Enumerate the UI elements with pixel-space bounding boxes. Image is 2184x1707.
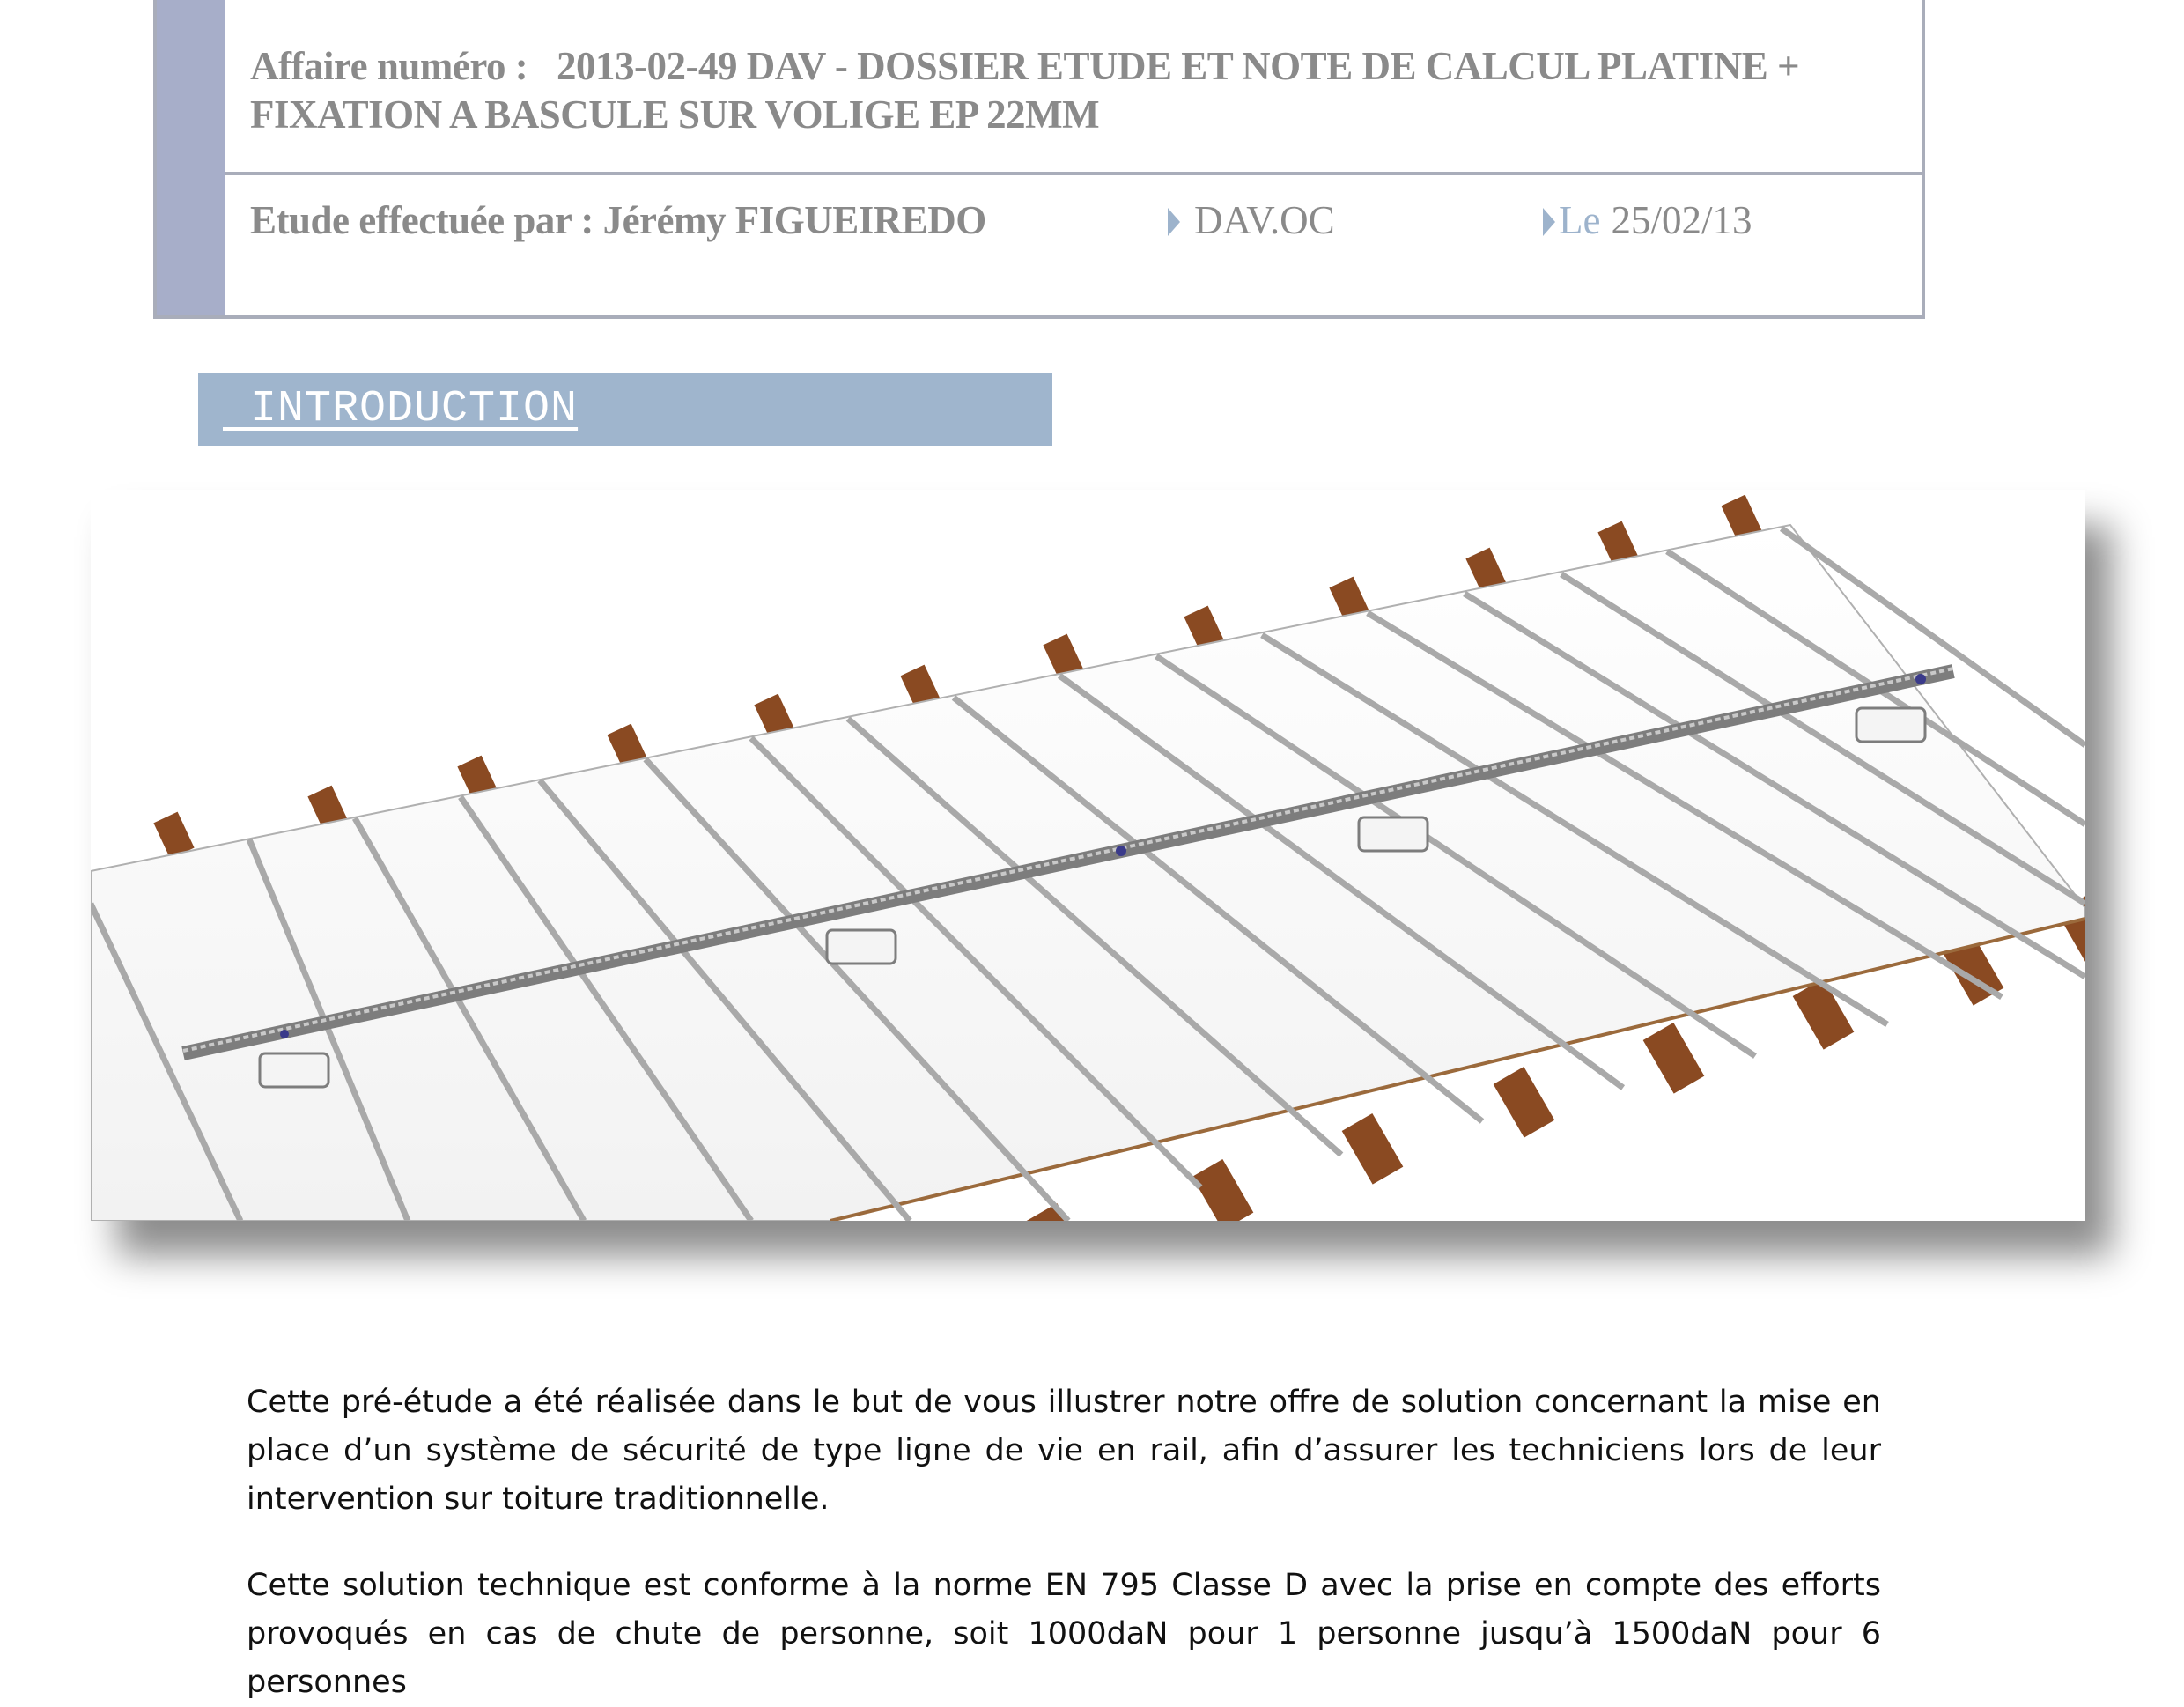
intro-paragraph-1: Cette pré-étude a été réalisée dans le but de vous illustrer notre offre de solution concernant la mise en place d’un système de sécurité de type ligne de vie en rail, afin d’assurer les techniciens lors de leur intervention sur toiture traditionnelle. bbox=[247, 1385, 1881, 1517]
date-value: 25/02/13 bbox=[1611, 198, 1752, 242]
date-item bbox=[1543, 197, 1752, 243]
study-author bbox=[250, 197, 986, 243]
triangle-bullet-icon bbox=[1168, 208, 1180, 236]
affaire-value: 2013-02-49 DAV - DOSSIER ETUDE ET NOTE DE CALCUL PLATINE + FIXATION A BASCULE SUR VOLIGE EP 22MM bbox=[250, 44, 1800, 137]
header-meta-row bbox=[250, 197, 1922, 259]
reference-item bbox=[1168, 197, 1335, 243]
study-author-name: Jérémy FIGUEIREDO bbox=[602, 198, 986, 242]
reference-code: DAV.OC bbox=[1194, 198, 1335, 242]
section-heading-bar bbox=[198, 373, 1052, 446]
date-prefix: Le bbox=[1559, 198, 1601, 242]
section-title: INTRODUCTION bbox=[223, 384, 579, 434]
header-accent-bar bbox=[157, 0, 225, 315]
roof-illustration bbox=[91, 490, 2085, 1221]
triangle-bullet-icon bbox=[1543, 208, 1555, 236]
header-divider bbox=[225, 172, 1922, 175]
affaire-label: Affaire numéro : bbox=[250, 44, 528, 88]
roof-lifeline-render bbox=[91, 490, 2085, 1221]
affaire-title bbox=[250, 42, 1906, 139]
study-author-label: Etude effectuée par : bbox=[250, 198, 594, 242]
intro-paragraph-2: Cette solution technique est conforme à la norme EN 795 Classe D avec la prise en compte des efforts provoqués en cas de chute de personne, soit 1000daN pour 1 personne jusqu’à 1500daN pour 6 personnes bbox=[247, 1568, 1881, 1700]
document-header bbox=[153, 0, 1925, 319]
